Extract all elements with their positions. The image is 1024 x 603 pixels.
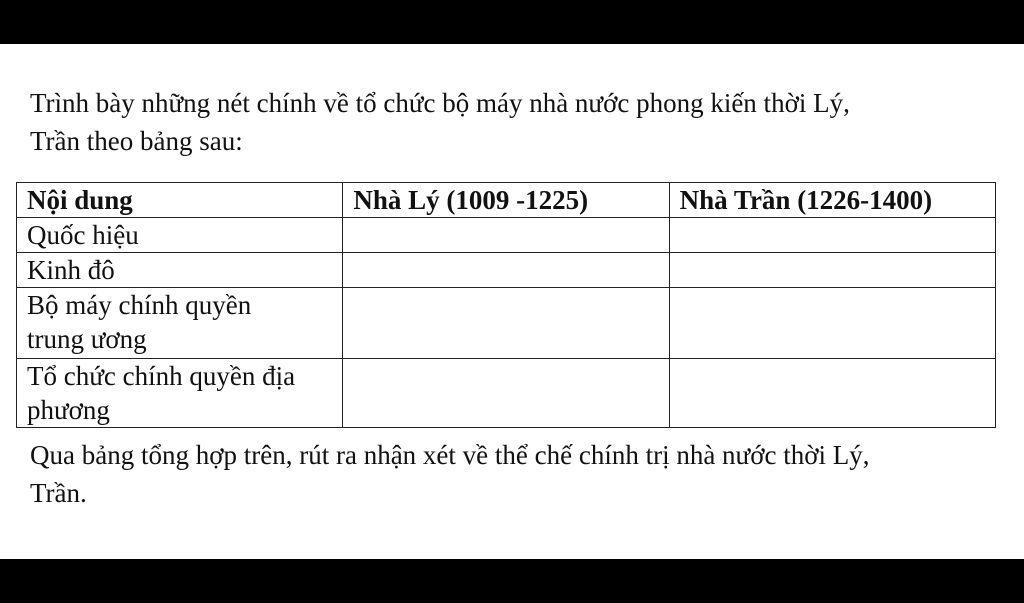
row-label-text: Tổ chức chính quyền địa xyxy=(27,361,296,391)
row-label-capital xyxy=(17,253,343,288)
cell-tran-central-government xyxy=(669,288,995,359)
row-label-central-government xyxy=(17,288,343,359)
row-label-text: Quốc hiệu xyxy=(27,220,139,250)
row-label-text: trung ương xyxy=(27,324,147,354)
cell-tran-local-government xyxy=(669,359,995,428)
document-page xyxy=(0,44,1024,559)
row-label-text: phương xyxy=(27,395,110,425)
cell-ly-capital xyxy=(343,253,669,288)
header-ly-dynasty: Nhà Lý (1009 -1225) xyxy=(343,183,669,218)
table-header-row xyxy=(17,183,996,218)
header-tran-dynasty: Nhà Trần (1226-1400) xyxy=(669,183,995,218)
row-label-local-government xyxy=(17,359,343,428)
row-label-national-name xyxy=(17,218,343,253)
cell-tran-national-name xyxy=(669,218,995,253)
cell-ly-national-name xyxy=(343,218,669,253)
question-line-2: Trần theo bảng sau: xyxy=(30,126,243,156)
table-row xyxy=(17,218,996,253)
cell-ly-central-government xyxy=(343,288,669,359)
row-label-text: Kinh đô xyxy=(27,255,115,285)
header-content: Nội dung xyxy=(17,183,343,218)
conclusion-text xyxy=(30,436,990,512)
row-label-text: Bộ máy chính quyền xyxy=(27,290,252,320)
table-row xyxy=(17,253,996,288)
table-row xyxy=(17,359,996,428)
cell-ly-local-government xyxy=(343,359,669,428)
conclusion-line-2: Trần. xyxy=(30,478,87,508)
question-line-1: Trình bày những nét chính về tổ chức bộ máy nhà nước phong kiến thời Lý, xyxy=(30,88,850,118)
conclusion-line-1: Qua bảng tổng hợp trên, rút ra nhận xét về thể chế chính trị nhà nước thời Lý, xyxy=(30,440,870,470)
cell-tran-capital xyxy=(669,253,995,288)
comparison-table xyxy=(16,182,996,428)
table-row xyxy=(17,288,996,359)
question-text xyxy=(30,84,990,160)
